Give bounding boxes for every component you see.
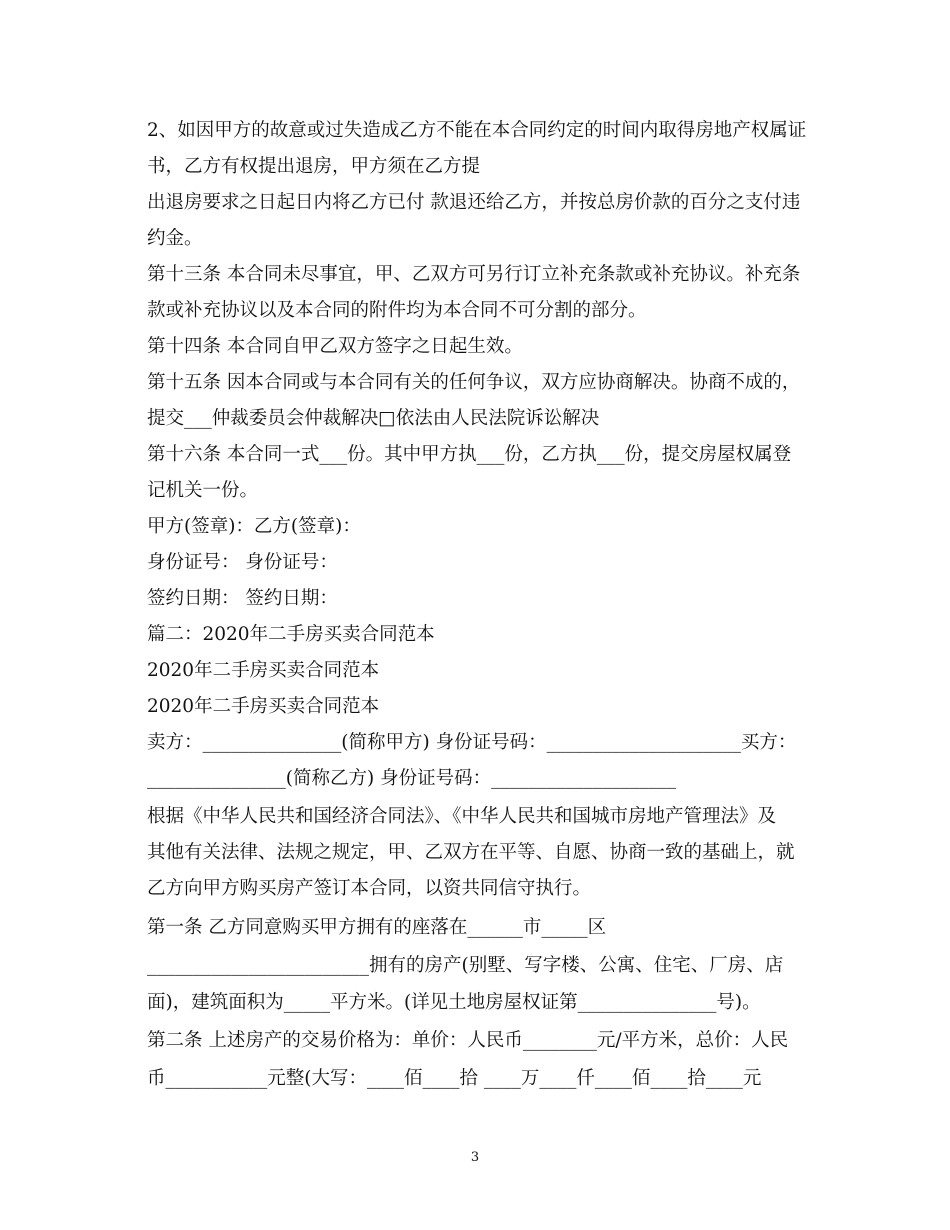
section-heading: 篇二：2020年二手房买卖合同范本 bbox=[147, 624, 435, 645]
text-line: 第十六条 本合同一式___份。其中甲方执___份，乙方执___份，提交房屋权属登 bbox=[147, 444, 792, 465]
text-line: 款或补充协议以及本合同的附件均为本合同不可分割的部分。 bbox=[147, 300, 647, 321]
text-line: 2、如因甲方的故意或过失造成乙方不能在本合同约定的时间内取得房地产权属证 bbox=[147, 120, 807, 141]
text-line: 书，乙方有权提出退房，甲方须在乙方提 bbox=[147, 156, 481, 177]
text-line: 第二条 上述房产的交易价格为：单价：人民币________元/平方米，总价：人民 bbox=[147, 1030, 789, 1051]
text-line: 甲方(签章)：乙方(签章)： bbox=[147, 516, 361, 537]
text-line: ________________________拥有的房产(别墅、写字楼、公寓、住宅、厂房、店 bbox=[147, 955, 784, 976]
text-line: 提交___仲裁委员会仲裁解决□依法由人民法院诉讼解决 bbox=[147, 408, 600, 429]
text-line: 身份证号： 身份证号： bbox=[147, 552, 338, 573]
text-line: 出退房要求之日起日内将乙方已付 款退还给乙方，并按总房价款的百分之支付违 bbox=[147, 192, 801, 213]
text-line: 第一条 乙方同意购买甲方拥有的座落在______市_____区 bbox=[147, 917, 607, 938]
text-line: 乙方向甲方购买房产签订本合同，以资共同信守执行。 bbox=[147, 878, 592, 899]
text-line: 记机关一份。 bbox=[147, 480, 259, 501]
text-line: 面)，建筑面积为_____平方米。(详见土地房屋权证第_______________号)。 bbox=[147, 992, 761, 1013]
document-title: 2020年二手房买卖合同范本 bbox=[147, 660, 380, 681]
document-title: 2020年二手房买卖合同范本 bbox=[147, 696, 380, 717]
text-line: 币___________元整(大写：____佰____拾 ____万____仟____佰____拾____元 bbox=[147, 1068, 762, 1089]
text-line: 第十五条 因本合同或与本合同有关的任何争议，双方应协商解决。协商不成的， bbox=[147, 372, 801, 393]
text-line: 签约日期： 签约日期： bbox=[147, 588, 338, 609]
page-number: 3 bbox=[470, 1150, 480, 1165]
text-line: 卖方：_______________(简称甲方) 身份证号码：_____________________买方： bbox=[147, 732, 797, 753]
text-line: _______________(简称乙方) 身份证号码：____________________ bbox=[147, 768, 677, 789]
text-line: 根据《中华人民共和国经济合同法》、《中华人民共和国城市房地产管理法》及 bbox=[147, 806, 777, 827]
text-line: 约金。 bbox=[147, 228, 203, 249]
text-line: 第十四条 本合同自甲乙双方签字之日起生效。 bbox=[147, 336, 523, 357]
text-line: 第十三条 本合同未尽事宜，甲、乙双方可另行订立补充条款或补充协议。补充条 bbox=[147, 264, 801, 285]
text-line: 其他有关法律、法规之规定，甲、乙双方在平等、自愿、协商一致的基础上，就 bbox=[147, 842, 795, 863]
